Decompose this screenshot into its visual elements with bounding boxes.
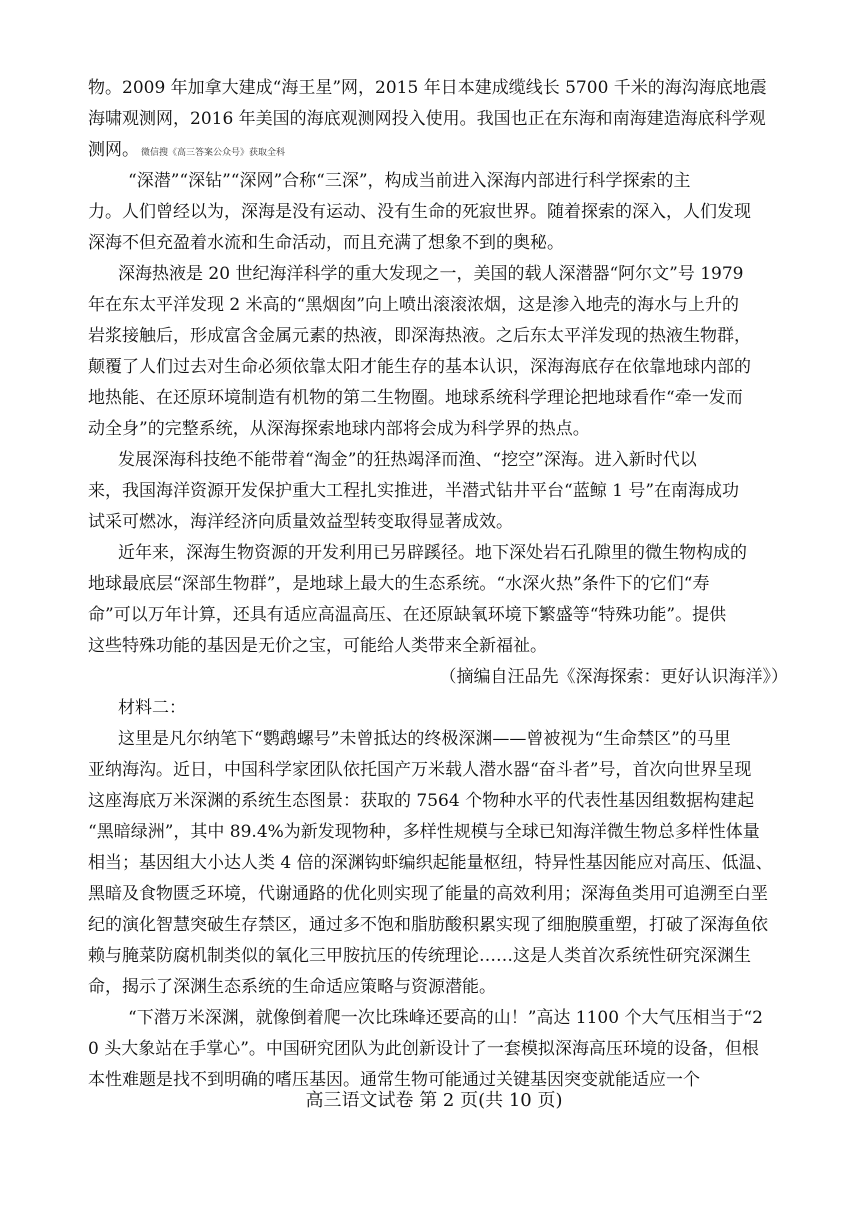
text-line: 纪的演化智慧突破生存禁区，通过多不饱和脂肪酸积累实现了细胞膜重塑，打破了深海鱼依 xyxy=(88,915,768,935)
text-line: 这些特殊功能的基因是无价之宝，可能给人类带来全新福祉。 xyxy=(88,636,547,656)
paragraph-start: 近年来，深海生物资源的开发利用已另辟蹊径。地下深处岩石孔隙里的微生物构成的 xyxy=(118,543,747,563)
text-line: 颠覆了人们过去对生命必须依靠太阳才能生存的基本认识，深海海底存在依靠地球内部的 xyxy=(88,357,751,377)
text-line: 动全身”的完整系统，从深海探索地球内部将会成为科学界的热点。 xyxy=(88,419,590,439)
text-line: 地球最底层“深部生物群”，是地球上最大的生态系统。“水深火热”条件下的它们“寿 xyxy=(88,574,710,594)
text-line: 力。人们曾经以为，深海是没有运动、没有生命的死寂世界。随着探索的深入，人们发现 xyxy=(88,202,751,222)
text-line: 命”可以万年计算，还具有适应高温高压、在还原缺氧环境下繁盛等“特殊功能”。提供 xyxy=(88,605,727,625)
text-line: 岩浆接触后，形成富含金属元素的热液，即深海热液。之后东太平洋发现的热液生物群， xyxy=(88,326,751,346)
text-line: 海啸观测网，2016 年美国的海底观测网投入使用。我国也正在东海和南海建造海底科学观 xyxy=(88,109,766,129)
text-line: 赖与腌菜防腐机制类似的氧化三甲胺抗压的传统理论……这是人类首次系统性研究深渊生 xyxy=(88,946,751,966)
text-line xyxy=(88,136,788,165)
text-fragment: 测网。 xyxy=(88,140,139,160)
text-line: 深海不但充盈着水流和生命活动，而且充满了想象不到的奥秘。 xyxy=(88,233,564,253)
paragraph-start: 这里是凡尔纳笔下“鹦鹉螺号”未曾抵达的终极深渊——曾被视为“生命禁区”的马里 xyxy=(118,729,731,749)
text-line: 本性难题是找不到明确的嗜压基因。通常生物可能通过关键基因突变就能适应一个 xyxy=(88,1070,700,1090)
text-line: 命，揭示了深渊生态系统的生命适应策略与资源潜能。 xyxy=(88,977,496,997)
text-line: 地热能、在还原环境制造有机物的第二生物圈。地球系统科学理论把地球看作“牵一发而 xyxy=(88,388,743,408)
text-line: “黑暗绿洲”，其中 89.4%为新发现物种，多样性规模与全球已知海洋微生物总多样性体量 xyxy=(88,822,760,842)
text-line: 黑暗及食物匮乏环境，代谢通路的优化则实现了能量的高效利用；深海鱼类用可追溯至白垩 xyxy=(88,884,768,904)
text-line: 来，我国海洋资源开发保护重大工程扎实推进，半潜式钻井平台“蓝鲸 1 号”在南海成功 xyxy=(88,481,740,501)
text-line: 试采可燃冰，海洋经济向质量效益型转变取得显著成效。 xyxy=(88,512,513,532)
paragraph-start: 发展深海科技绝不能带着“淘金”的狂热竭泽而渔、“挖空”深海。进入新时代以 xyxy=(118,450,697,470)
section-heading: 材料二： xyxy=(118,698,186,718)
text-line: 这座海底万米深渊的系统生态图景：获取的 7564 个物种水平的代表性基因组数据构建起 xyxy=(88,791,755,811)
watermark-note: 微信搜《高三答案公众号》获取全科 xyxy=(141,148,286,158)
paragraph-start: “下潜万米深渊，就像倒着爬一次比珠峰还要高的山！”高达 1100 个大气压相当于“2 xyxy=(128,1008,763,1028)
paragraph-start: “深潜”“深钻”“深网”合称“三深”，构成当前进入深海内部进行科学探索的主 xyxy=(128,171,691,191)
source-citation: （摘编自汪品先《深海探索：更好认识海洋》） xyxy=(439,667,788,687)
text-line: 亚纳海沟。近日，中国科学家团队依托国产万米载人潜水器“奋斗者”号，首次向世界呈现 xyxy=(88,760,752,780)
text-line: 0 头大象站在手掌心”。中国研究团队为此创新设计了一套模拟深海高压环境的设备，但根 xyxy=(88,1039,759,1059)
paragraph-start: 深海热液是 20 世纪海洋科学的重大发现之一，美国的载人深潜器“阿尔文”号 1979 xyxy=(118,264,744,284)
text-line: 年在东太平洋发现 2 米高的“黑烟囱”向上喷出滚滚浓烟，这是渗入地壳的海水与上升的 xyxy=(88,295,740,315)
page-footer: 高三语文试卷 第 2 页(共 10 页) xyxy=(305,1090,563,1111)
text-line: 物。2009 年加拿大建成“海王星”网，2015 年日本建成缆线长 5700 千米的海沟海底地震 xyxy=(88,78,767,98)
text-line: 相当；基因组大小达人类 4 倍的深渊钩虾编织起能量枢纽，特异性基因能应对高压、低温、 xyxy=(88,853,773,873)
